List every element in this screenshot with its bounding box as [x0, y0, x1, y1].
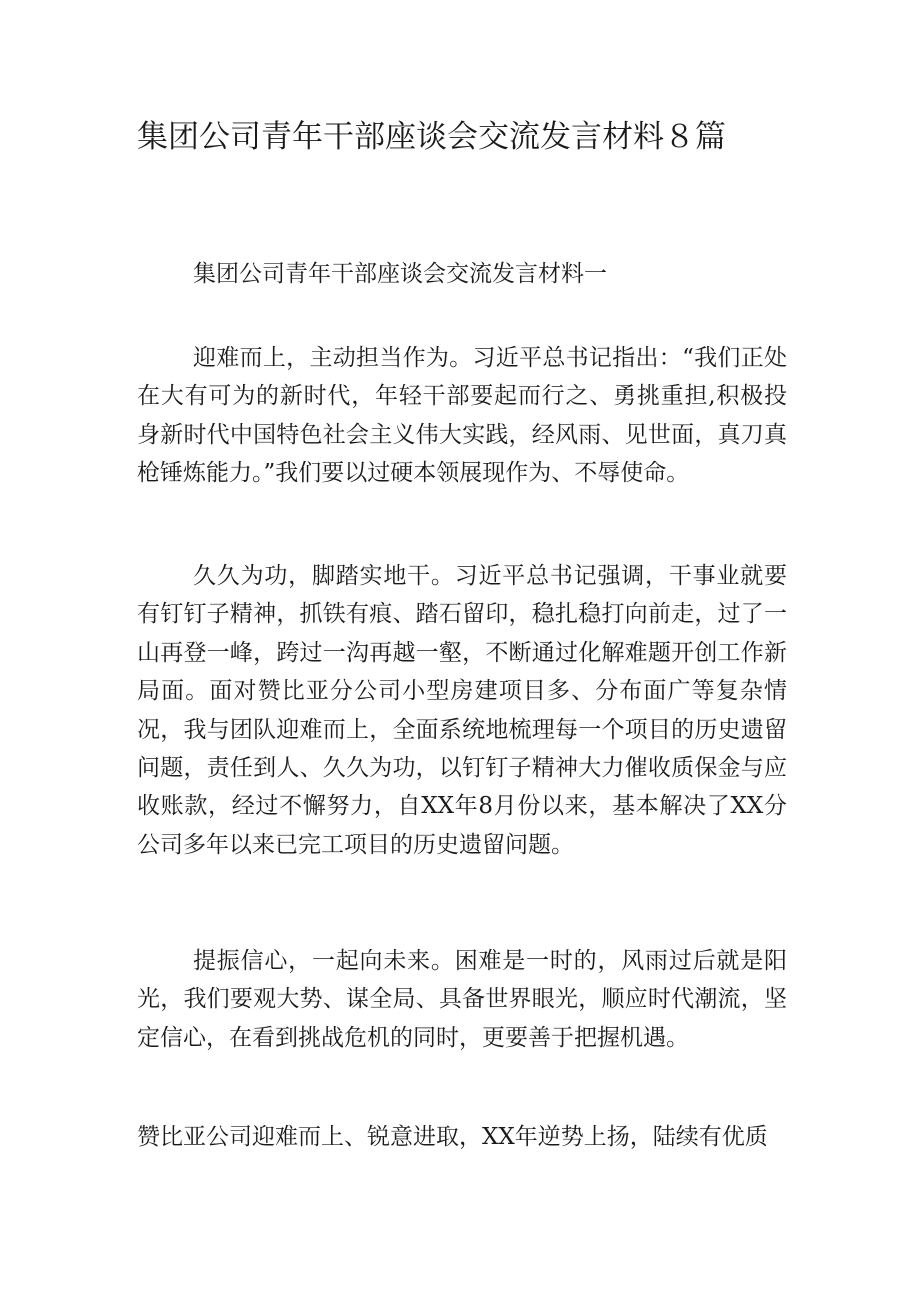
- section-subtitle: 集团公司青年干部座谈会交流发言材料一: [193, 261, 607, 287]
- paragraph-4: 赞比亚公司迎难而上、锐意进取，XX年逆势上扬，陆续有优质: [137, 1124, 768, 1150]
- document-title: 集团公司青年干部座谈会交流发言材料８篇: [137, 119, 726, 155]
- paragraph-2: 久久为功，脚踏实地干。习近平总书记强调，干事业就要有钉钉子精神，抓铁有痕、踏石留印，稳扎稳打向前走，过了一山再登一峰，跨过一沟再越一壑，不断通过化解难题开创工作新局面。面对赞比亚分公司小型房建项目多、分布面广等复杂情况，我与团队迎难而上，全面系统地梳理每一个项目的历史遗留问题，责任到人、久久为功，以钉钉子精神大力催收质保金与应收账款，经过不懈努力，自XX年8月份以来，基本解决了XX分公司多年以来已完工项目的历史遗留问题。: [137, 563, 787, 858]
- paragraph-3: 提振信心，一起向未来。困难是一时的，风雨过后就是阳光，我们要观大势、谋全局、具备世界眼光，顺应时代潮流，坚定信心，在看到挑战危机的同时，更要善于把握机遇。: [137, 948, 787, 1051]
- paragraph-1: 迎难而上，主动担当作为。习近平总书记指出：“我们正处在大有可为的新时代，年轻干部要起而行之、勇挑重担,积极投身新时代中国特色社会主义伟大实践，经风雨、见世面，真刀真枪锤炼能力。”我们要以过硬本领展现作为、不辱使命。: [137, 345, 787, 487]
